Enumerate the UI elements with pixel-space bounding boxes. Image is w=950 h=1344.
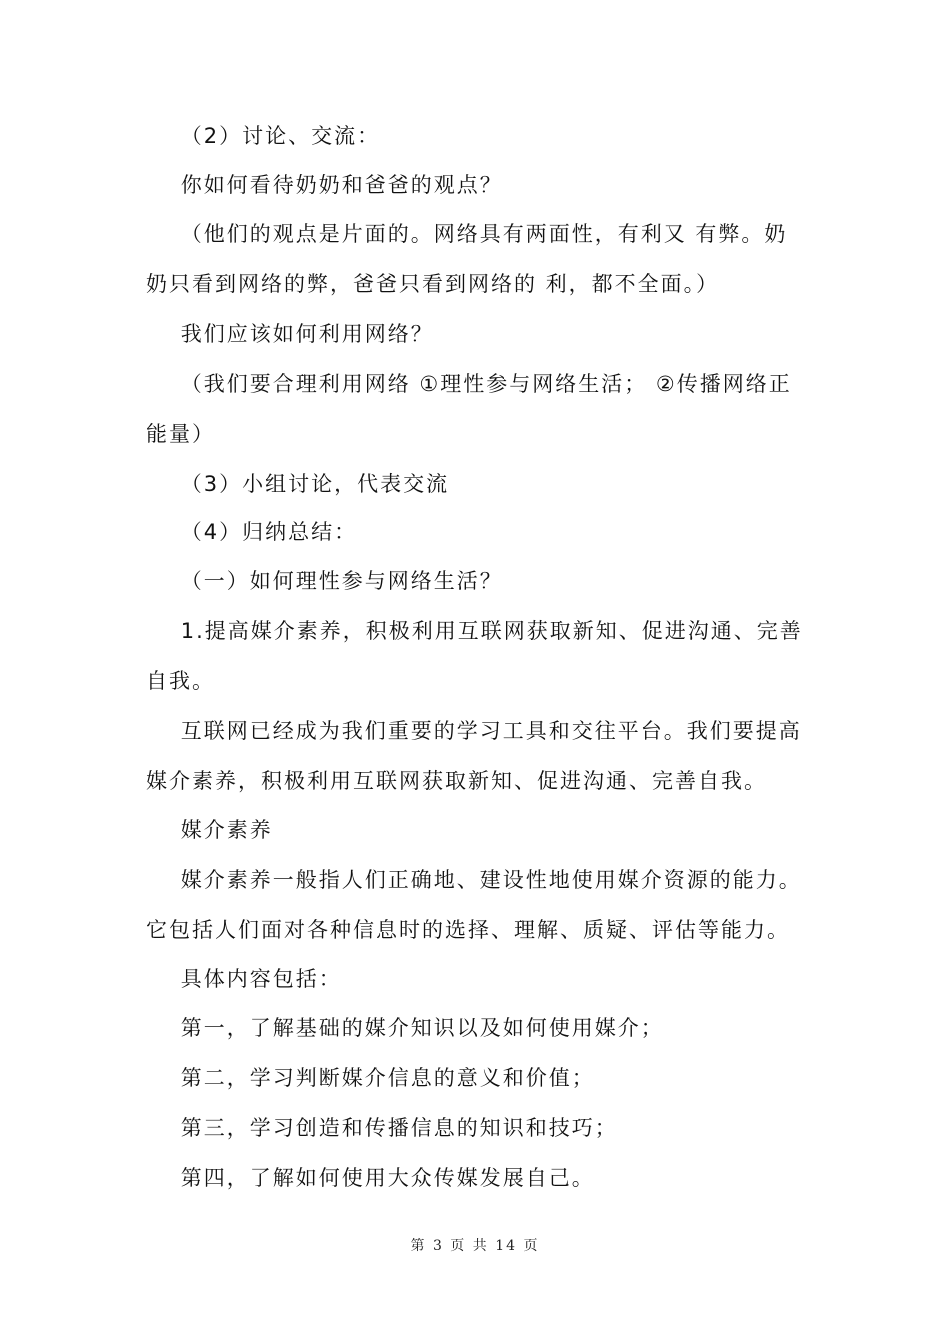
paragraph-section-1-heading: （一）如何理性参与网络生活？ <box>146 569 503 593</box>
paragraph-question-2: 我们应该如何利用网络？ <box>146 322 434 346</box>
page-footer: 第 3 页 共 14 页 <box>410 1238 540 1254</box>
paragraph-discussion-heading: （2）讨论、交流： <box>146 124 381 148</box>
list-item-second: 第二，学习判断媒介信息的意义和价值； <box>146 1066 595 1090</box>
paragraph-media-literacy-title: 媒介素养 <box>146 818 273 842</box>
paragraph-point-1: 1.提高媒介素养，积极利用互联网获取新知、促进沟通、完善自我。 <box>146 619 803 693</box>
paragraph-summary-heading: （4）归纳总结： <box>146 520 358 544</box>
list-item-third: 第三，学习创造和传播信息的知识和技巧； <box>146 1116 618 1140</box>
list-item-fourth: 第四，了解如何使用大众传媒发展自己。 <box>146 1166 595 1190</box>
paragraph-media-literacy-definition: 媒介素养一般指人们正确地、建设性地使用媒介资源的能力。它包括人们面对各种信息时的选择、理解、质疑、评估等能力。 <box>146 868 802 942</box>
list-item-first: 第一，了解基础的媒介知识以及如何使用媒介； <box>146 1016 664 1040</box>
paragraph-question-1: 你如何看待奶奶和爸爸的观点？ <box>146 173 503 197</box>
paragraph-answer-1: （他们的观点是片面的。网络具有两面性，有利又 有弊。奶奶只看到网络的弊，爸爸只看到网络的 利，都不全面。） <box>146 222 788 296</box>
paragraph-answer-2: （我们要合理利用网络 ①理性参与网络生活； ②传播网络正能量） <box>146 372 792 446</box>
paragraph-internet-platform: 互联网已经成为我们重要的学习工具和交往平台。我们要提高媒介素养，积极利用互联网获取新知、促进沟通、完善自我。 <box>146 719 802 793</box>
paragraph-group-discussion: （3）小组讨论，代表交流 <box>146 472 450 496</box>
paragraph-contents-intro: 具体内容包括： <box>146 967 342 991</box>
